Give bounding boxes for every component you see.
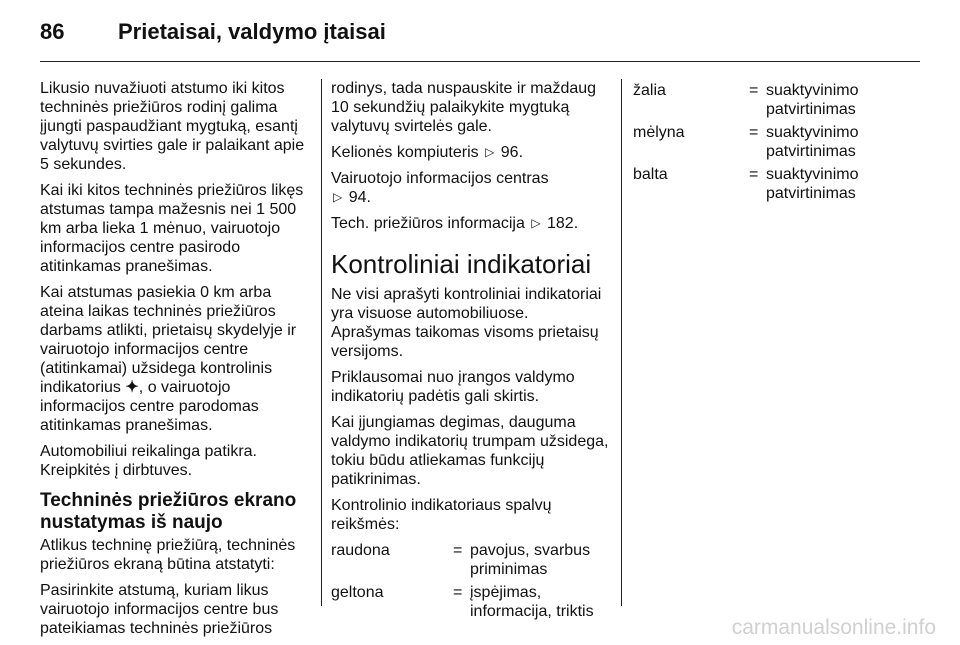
page-header xyxy=(40,14,386,50)
triangle-right-icon: ▷ xyxy=(531,216,541,230)
subheading: Techninės priežiūros ekrano nustatymas iš naujo xyxy=(40,490,297,533)
paragraph: Atlikus techninę priežiūrą, techninės priežiūros ekraną būtina atstatyti: xyxy=(40,537,296,573)
paragraph: Kai įjungiamas degimas, dauguma valdymo indikatorių trumpam užsidega, tokiu būdu atliekamas funkcijų patikrinimas. xyxy=(331,414,609,488)
header-divider xyxy=(40,61,920,62)
paragraph: rodinys, tada nuspauskite ir maždaug 10 sekundžių palaikykite mygtuką valytuvų svirtelės gale. xyxy=(331,80,597,135)
color-row: geltona = įspėjimas, informacija, triktis xyxy=(331,584,594,620)
paragraph: Kai atstumas pasiekia 0 km arba ateina laikas techninės priežiūros darbams atlikti, prietaisų skydelyje ir vairuotojo informacijos centre (atitinkamai) užsidega kontrolinis indikatorius ✦, o vairuotojo informacijos centre parodomas atitinkamas pranešimas. xyxy=(40,284,297,434)
column-1 xyxy=(40,79,312,645)
paragraph: Priklausomai nuo įrangos valdymo indikatorių padėtis gali skirtis. xyxy=(331,369,575,405)
color-row: balta = suaktyvinimo patvirtinimas xyxy=(633,166,859,202)
color-row: žalia = suaktyvinimo patvirtinimas xyxy=(633,82,859,118)
color-meaning-table xyxy=(633,81,923,203)
color-row: mėlyna = suaktyvinimo patvirtinimas xyxy=(633,124,859,160)
column-divider-1 xyxy=(321,79,322,606)
page-number: 86 xyxy=(40,19,65,44)
cross-reference[interactable]: Kelionės kompiuteris ▷ 96. xyxy=(331,144,524,161)
color-row: raudona = pavojus, svarbus priminimas xyxy=(331,542,591,578)
triangle-right-icon: ▷ xyxy=(333,190,343,204)
wrench-icon: ✦ xyxy=(125,379,139,396)
column-3 xyxy=(633,79,923,207)
column-2 xyxy=(331,79,611,625)
cross-reference[interactable]: Vairuotojo informacijos centras ▷ 94. xyxy=(331,170,549,206)
color-meaning-table xyxy=(331,541,611,621)
paragraph: Kai iki kitos techninės priežiūros likęs atstumas tampa mažesnis nei 1 500 km arba lieka 1 mėnuo, vairuotojo informacijos centre pasirodo atitinkamas pranešimas. xyxy=(40,182,304,275)
paragraph: Automobiliui reikalinga patikra. Kreipkitės į dirbtuves. xyxy=(40,443,257,479)
cross-reference[interactable]: Tech. priežiūros informacija ▷ 182. xyxy=(331,215,579,232)
watermark: carmanualsonline.info xyxy=(731,616,936,639)
column-divider-2 xyxy=(621,79,622,606)
paragraph: Kontrolinio indikatoriaus spalvų reikšmės: xyxy=(331,497,552,533)
paragraph: Pasirinkite atstumą, kuriam likus vairuotojo informacijos centre bus pateikiamas techninės priežiūros xyxy=(40,582,279,637)
page-title: Prietaisai, valdymo įtaisai xyxy=(118,19,386,44)
triangle-right-icon: ▷ xyxy=(485,145,495,159)
paragraph: Ne visi aprašyti kontroliniai indikatoriai yra visuose automobiliuose. Aprašymas taikomas visoms prietaisų versijoms. xyxy=(331,286,602,360)
section-heading: Kontroliniai indikatoriai xyxy=(331,249,592,279)
paragraph: Likusio nuvažiuoti atstumo iki kitos techninės priežiūros rodinį galima įjungti paspaudžiant mygtuką, esantį valytuvų svirties gale ir palaikant apie 5 sekundes. xyxy=(40,80,305,173)
